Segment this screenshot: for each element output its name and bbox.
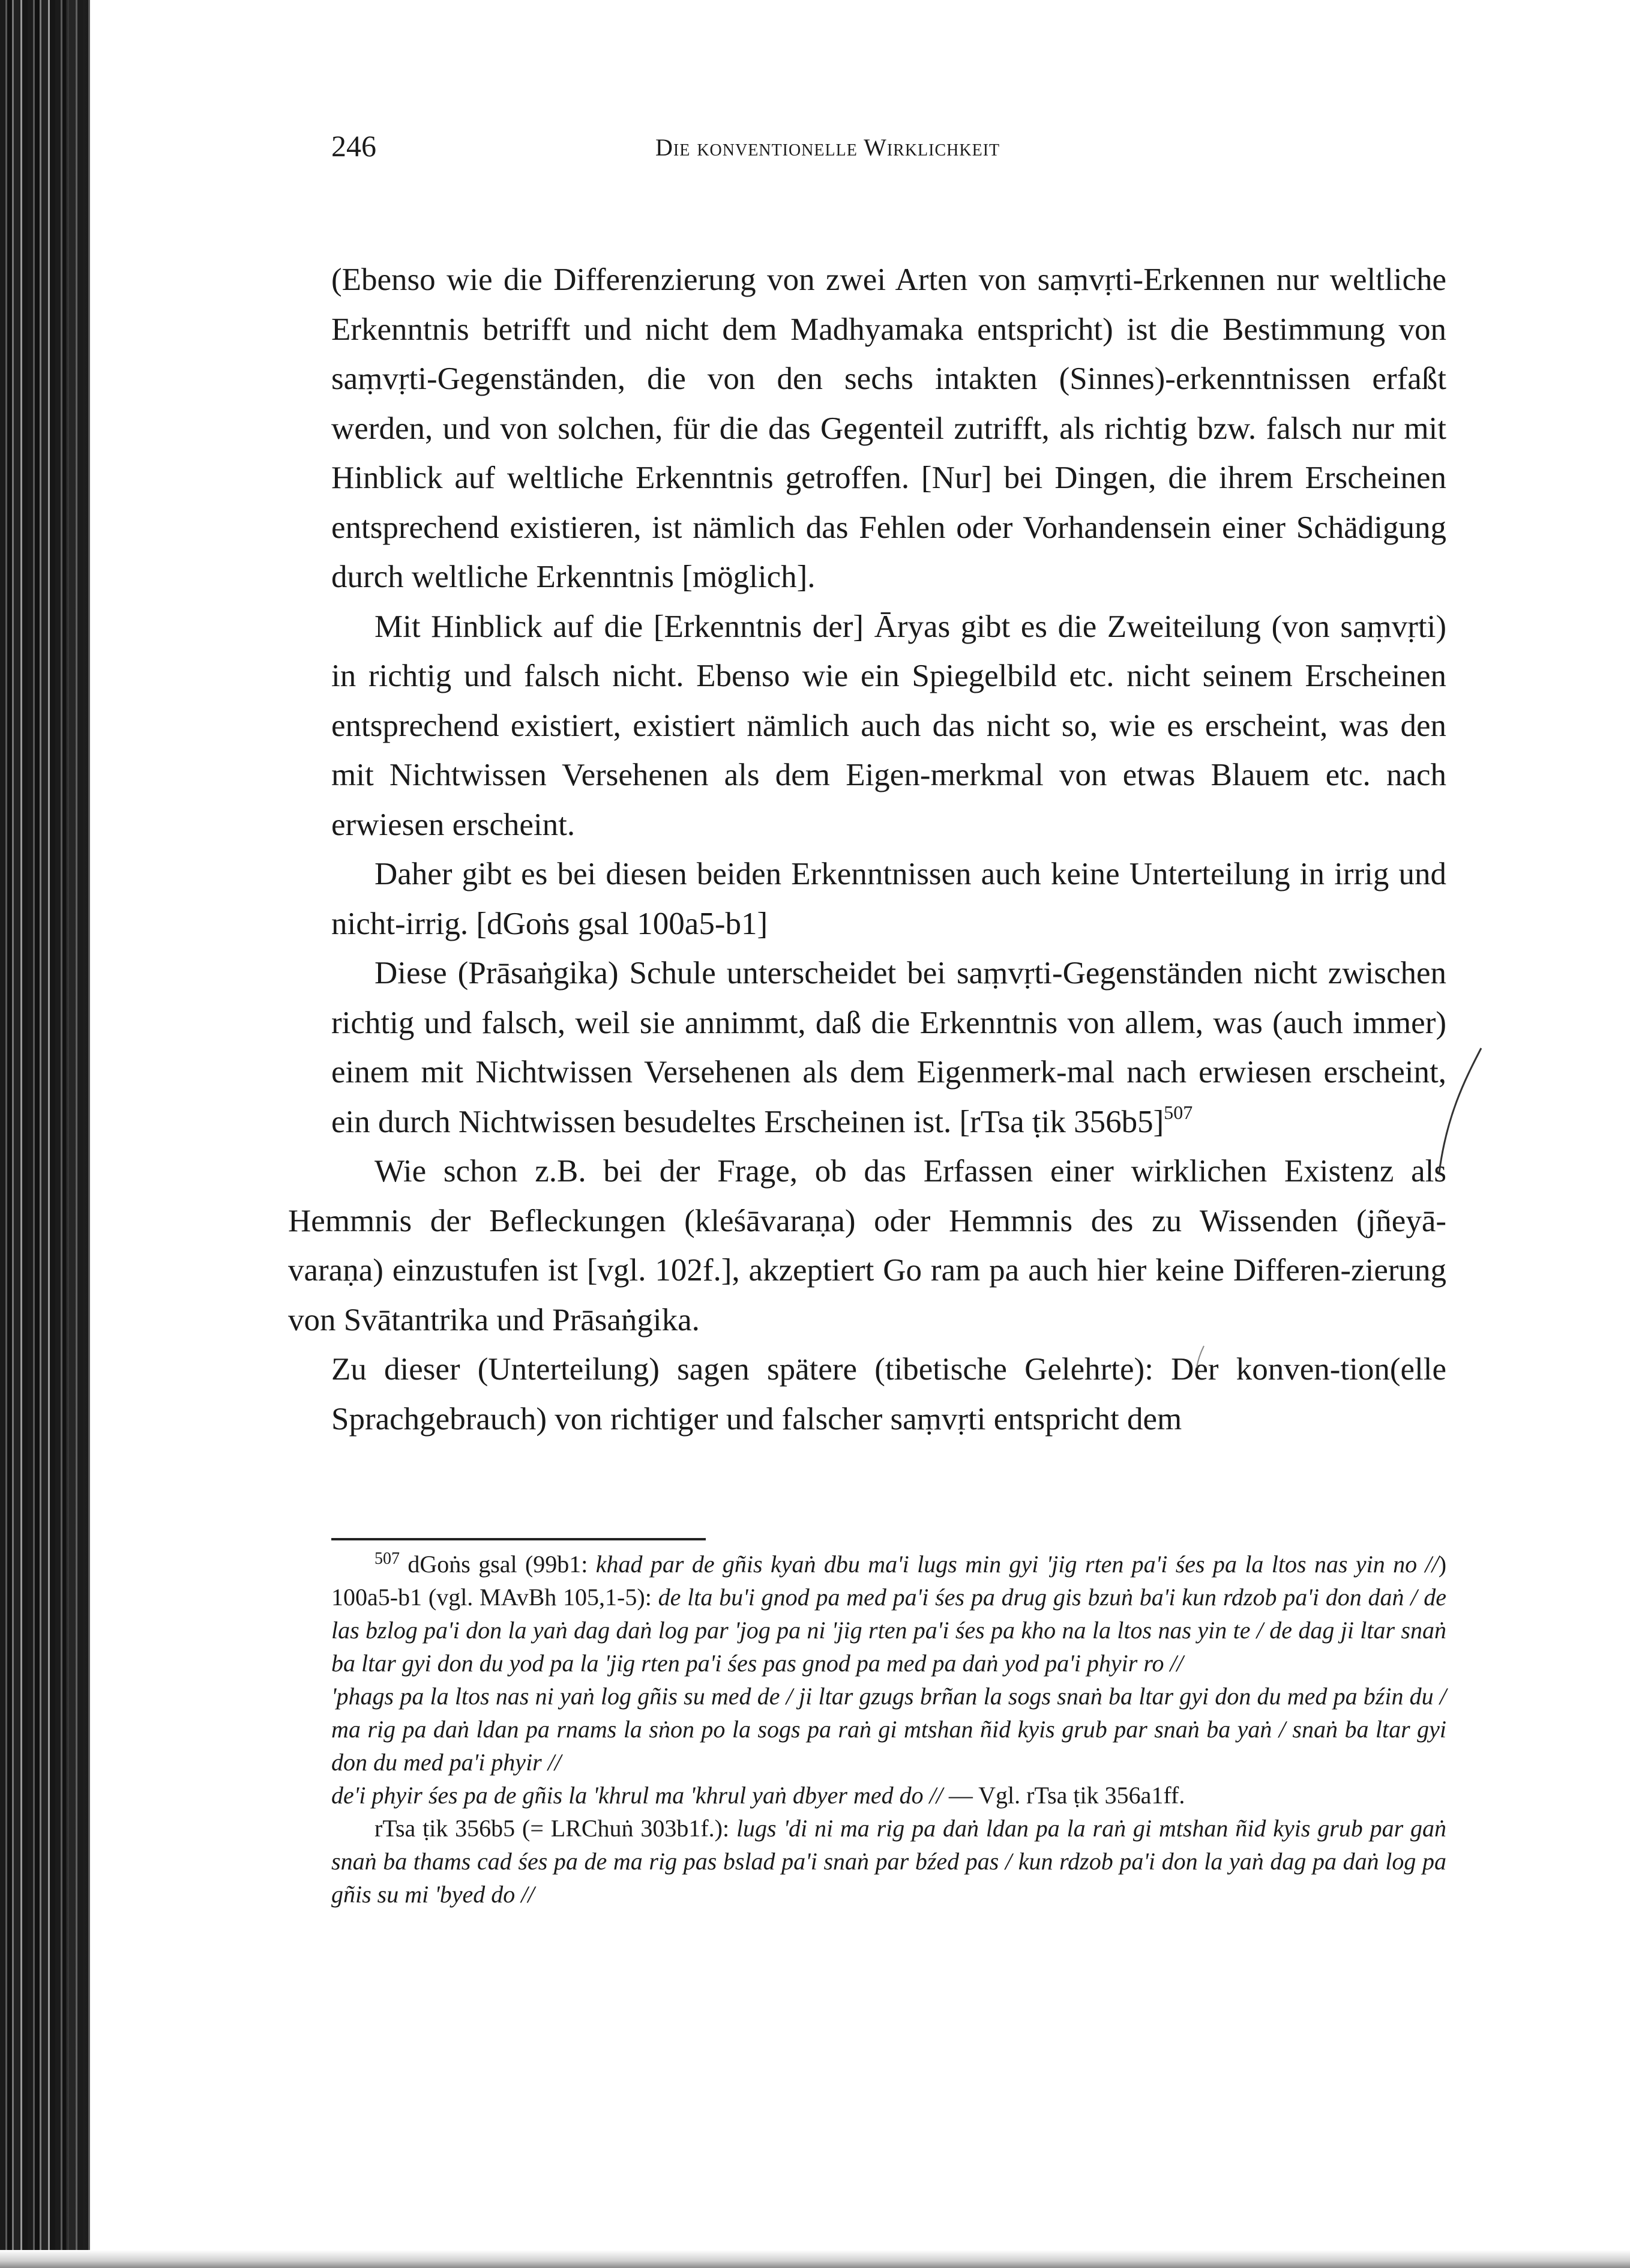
pencil-mark <box>1434 1045 1482 1177</box>
footnote-tibetan-4: de'i phyir śes pa de gñis la 'khrul ma 'khrul yaṅ dbyer med do // <box>331 1782 943 1809</box>
footnote-tibetan-3: 'phags pa la ltos nas ni yaṅ log gñis su med de / ji ltar gzugs brñan la sogs snaṅ ba ltar gyi don du med pa bźin du / ma rig pa daṅ ldan pa rnams la sṅon po la sogs pa raṅ gi mtshan ñid kyis grub par snaṅ ba yaṅ / snaṅ ba ltar gyi don du med pa'i phyir // <box>331 1683 1446 1776</box>
footnote-507-cont-1 <box>331 1680 1446 1779</box>
footnote-507 <box>331 1548 1446 1680</box>
footnote-reference: 507 <box>1164 1101 1193 1123</box>
footnote-source: dGoṅs gsal (99b1: <box>408 1551 596 1578</box>
footnote-ref-1: ) 100a5-b1 (vgl. MAvBh 105,1-5): <box>331 1551 1447 1611</box>
paragraph-5: Wie schon z.B. bei der Frage, ob das Erfassen einer wirklichen Existenz als Hemmnis der Befleckungen (kleśāvaraṇa) oder Hemmnis des zu Wissenden (jñeyā-varaṇa) einzustufen ist [vgl. 102f.], akzeptiert Go ram pa auch hier keine Differen-zierung von Svātantrika und Prāsaṅgika. <box>288 1154 1446 1338</box>
footnote-tibetan-2: de lta bu'i gnod pa med pa'i śes pa drug gis bzuṅ ba'i kun rdzob pa'i don daṅ / de las bzlog pa'i don la yaṅ dag daṅ log par 'jog pa ni 'jig rten pa'i śes pa kho na la ltos nas yin te / de dag ji ltar snaṅ ba ltar gyi don du yod pa la 'jig rten pa'i śes pas gnod pa med pa daṅ yod pa'i phyir ro // <box>331 1584 1446 1677</box>
paragraph-4 <box>331 949 1446 1147</box>
footnote-tibetan-5: lugs 'di ni ma rig pa daṅ ldan pa la raṅ gi mtshan ñid kyis grub par gaṅ snaṅ ba thams cad śes pa de ma rig pas bslad pa'i snaṅ par bźed pas / kun rdzob pa'i don la yaṅ dag pa daṅ log pa gñis su mi 'byed do // <box>331 1815 1447 1908</box>
paragraph-6: Zu dieser (Unterteilung) sagen spätere (tibetische Gelehrte): Der konven-tion(elle Sprachgebrauch) von richtiger und falscher saṃvṛti entspricht dem <box>331 1352 1446 1437</box>
footnote-507-cont-2 <box>331 1779 1446 1812</box>
footnote-507-cont-3 <box>331 1812 1446 1911</box>
paragraph-2: Mit Hinblick auf die [Erkenntnis der] Āryas gibt es die Zweiteilung (von saṃvṛti) in richtig und falsch nicht. Ebenso wie ein Spiegelbild etc. nicht seinem Erscheinen entsprechend existiert, existiert nämlich auch das nicht so, wie es erscheint, was den mit Nichtwissen Versehenen als dem Eigen-merkmal von etwas Blauem etc. nach erwiesen erscheint. <box>331 609 1446 842</box>
footnote-separator <box>331 1538 706 1540</box>
page-number: 246 <box>331 129 376 163</box>
footnotes <box>331 1548 1446 1911</box>
footnote-ref-3: rTsa ṭik 356b5 (= LRChuṅ 303b1f.): <box>374 1815 736 1842</box>
main-text <box>288 255 1446 1444</box>
paragraph-4-text: Diese (Prāsaṅgika) Schule unterscheidet bei saṃvṛti-Gegenständen nicht zwischen richtig und falsch, weil sie annimmt, daß die Erkenntnis von allem, was (auch immer) einem mit Nichtwissen Versehenen als dem Eigenmerk-mal nach erwiesen erscheint, ein durch Nichtwissen besudeltes Erscheinen ist. [rTsa ṭik 356b5] <box>331 956 1446 1139</box>
pencil-smudge <box>1194 1345 1206 1369</box>
page-header <box>331 124 1442 172</box>
footnote-number: 507 <box>374 1549 400 1568</box>
footnote-tibetan-1: khad par de gñis kyaṅ dbu ma'i lugs min gyi 'jig rten pa'i śes pa la ltos nas yin no // <box>595 1551 1439 1578</box>
paragraph-1: (Ebenso wie die Differenzierung von zwei Arten von saṃvṛti-Erkennen nur weltliche Erkenntnis betrifft und nicht dem Madhyamaka entspricht) ist die Bestimmung von saṃvṛti-Gegenständen, die von den sechs intakten (Sinnes)-erkenntnissen erfaßt werden, und von solchen, für die das Gegenteil zutrifft, als richtig bzw. falsch nur mit Hinblick auf weltliche Erkenntnis getroffen. [Nur] bei Dingen, die ihrem Erscheinen entsprechend existieren, ist nämlich das Fehlen oder Vorhandensein einer Schädigung durch weltliche Erkenntnis [möglich]. <box>331 262 1446 594</box>
running-title: Die konventionelle Wirklichkeit <box>655 134 1000 161</box>
footnote-ref-2: — Vgl. rTsa ṭik 356a1ff. <box>942 1782 1185 1809</box>
binding-gutter-fade <box>66 0 90 2268</box>
paragraph-3: Daher gibt es bei diesen beiden Erkenntnissen auch keine Unterteilung in irrig und nicht-irrig. [dGoṅs gsal 100a5-b1] <box>331 857 1446 941</box>
page-bottom-edge <box>0 2250 1630 2268</box>
